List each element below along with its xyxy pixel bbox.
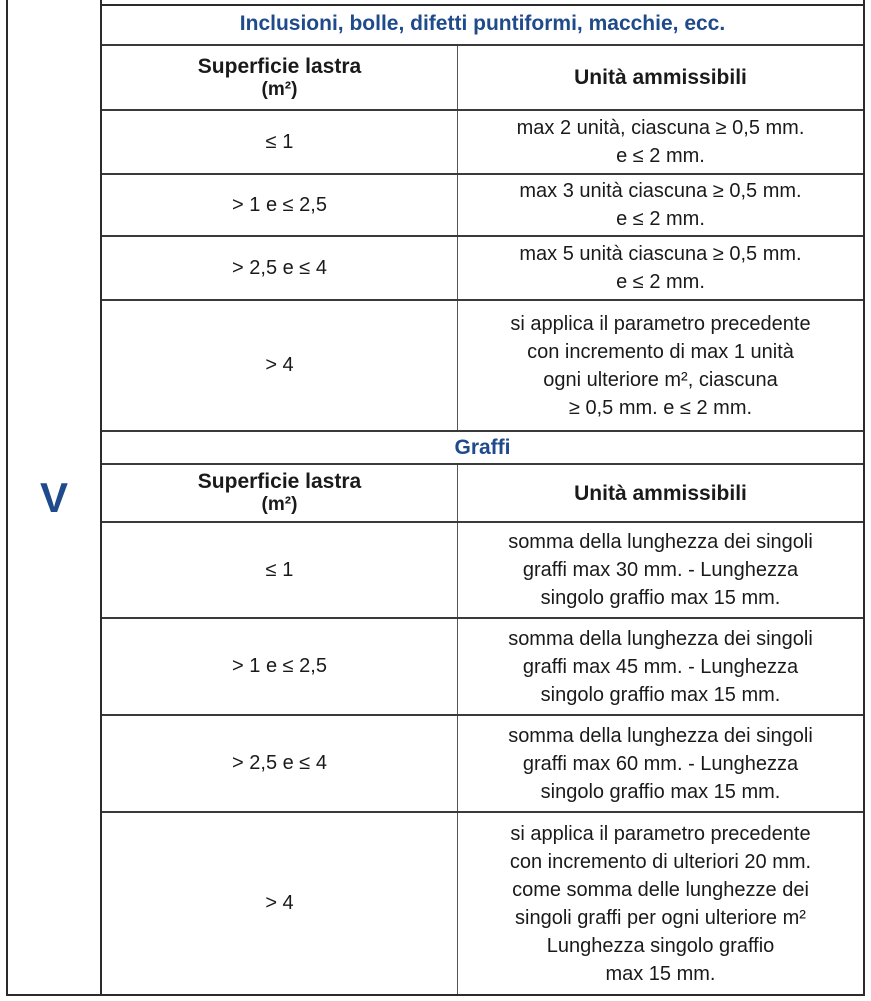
table-row xyxy=(102,175,863,237)
allowed-line: max 5 unità ciascuna ≥ 0,5 mm. xyxy=(519,243,802,265)
allowed-line: singolo graffio max 15 mm. xyxy=(540,587,781,609)
header-area-unit: (m²) xyxy=(261,78,298,100)
table-row xyxy=(102,619,863,716)
header-area xyxy=(102,46,458,109)
area-value: > 2,5 e ≤ 4 xyxy=(232,256,327,279)
header-row xyxy=(102,465,863,523)
area-value: > 1 e ≤ 2,5 xyxy=(232,655,327,677)
allowed-line: si applica il parametro precedente xyxy=(510,822,811,845)
section-title-scratches xyxy=(102,432,863,465)
area-cell xyxy=(102,175,458,235)
table-row xyxy=(102,716,863,813)
bottom-divider xyxy=(6,994,865,996)
allowed-line: graffi max 30 mm. - Lunghezza xyxy=(522,559,799,581)
allowed-cell xyxy=(458,175,863,235)
section-title-text: Inclusioni, bolle, difetti puntiformi, macchie, ecc. xyxy=(239,12,726,35)
area-value: ≤ 1 xyxy=(265,558,294,581)
table-row xyxy=(102,301,863,432)
area-cell xyxy=(102,301,458,430)
table-row xyxy=(102,237,863,301)
area-value: > 4 xyxy=(265,354,294,376)
header-allowed-label: Unità ammissibili xyxy=(574,481,747,505)
area-value: > 2,5 e ≤ 4 xyxy=(232,752,327,774)
allowed-line: max 15 mm. xyxy=(605,962,716,985)
header-area-label: Superficie lastra xyxy=(197,54,362,78)
allowed-cell xyxy=(458,813,863,994)
area-value: ≤ 1 xyxy=(265,130,294,153)
allowed-cell xyxy=(458,523,863,617)
area-value: > 4 xyxy=(265,892,294,914)
allowed-cell xyxy=(458,619,863,714)
criteria-table xyxy=(102,0,865,996)
allowed-line: ogni ulteriore m², ciascuna xyxy=(543,368,778,391)
section-title-text: Graffi xyxy=(454,435,511,459)
allowed-cell xyxy=(458,301,863,430)
area-value: > 1 e ≤ 2,5 xyxy=(232,193,327,216)
area-cell xyxy=(102,619,458,714)
allowed-line: singolo graffio max 15 mm. xyxy=(540,683,781,706)
allowed-line: singoli graffi per ogni ulteriore m² xyxy=(515,906,806,929)
allowed-line: ≥ 0,5 mm. e ≤ 2 mm. xyxy=(568,396,753,419)
allowed-line: con incremento di max 1 unità xyxy=(527,340,794,363)
allowed-cell xyxy=(458,716,863,811)
allowed-line: con incremento di ulteriori 20 mm. xyxy=(509,850,812,873)
table-row xyxy=(102,813,863,994)
table-row xyxy=(102,111,863,175)
area-cell xyxy=(102,716,458,811)
allowed-line: somma della lunghezza dei singoli xyxy=(508,724,813,747)
table-row xyxy=(102,523,863,619)
area-cell xyxy=(102,111,458,173)
allowed-line: max 2 unità, ciascuna ≥ 0,5 mm. xyxy=(516,117,805,139)
allowed-line: come somma delle lunghezze dei xyxy=(512,878,809,901)
allowed-line: graffi max 45 mm. - Lunghezza xyxy=(522,655,799,678)
area-cell xyxy=(102,813,458,994)
header-row xyxy=(102,46,863,111)
header-allowed xyxy=(458,465,863,521)
area-cell xyxy=(102,237,458,299)
header-area-unit: (m²) xyxy=(261,494,298,515)
allowed-line: e ≤ 2 mm. xyxy=(616,208,705,230)
header-allowed-label: Unità ammissibili xyxy=(574,66,747,89)
allowed-cell xyxy=(458,237,863,299)
allowed-line: somma della lunghezza dei singoli xyxy=(508,531,813,553)
allowed-line: e ≤ 2 mm. xyxy=(616,271,705,293)
allowed-line: Lunghezza singolo graffio xyxy=(546,934,775,957)
header-area xyxy=(102,465,458,521)
header-allowed xyxy=(458,46,863,109)
section-title-inclusions xyxy=(102,4,863,46)
allowed-cell xyxy=(458,111,863,173)
category-letter: V xyxy=(39,474,68,521)
area-cell xyxy=(102,523,458,617)
allowed-line: max 3 unità ciascuna ≥ 0,5 mm. xyxy=(519,180,802,202)
allowed-line: singolo graffio max 15 mm. xyxy=(540,780,781,803)
allowed-line: si applica il parametro precedente xyxy=(510,312,811,335)
header-area-label: Superficie lastra xyxy=(197,470,362,493)
allowed-line: somma della lunghezza dei singoli xyxy=(508,627,813,650)
allowed-line: e ≤ 2 mm. xyxy=(616,145,705,167)
allowed-line: graffi max 60 mm. - Lunghezza xyxy=(522,752,799,775)
